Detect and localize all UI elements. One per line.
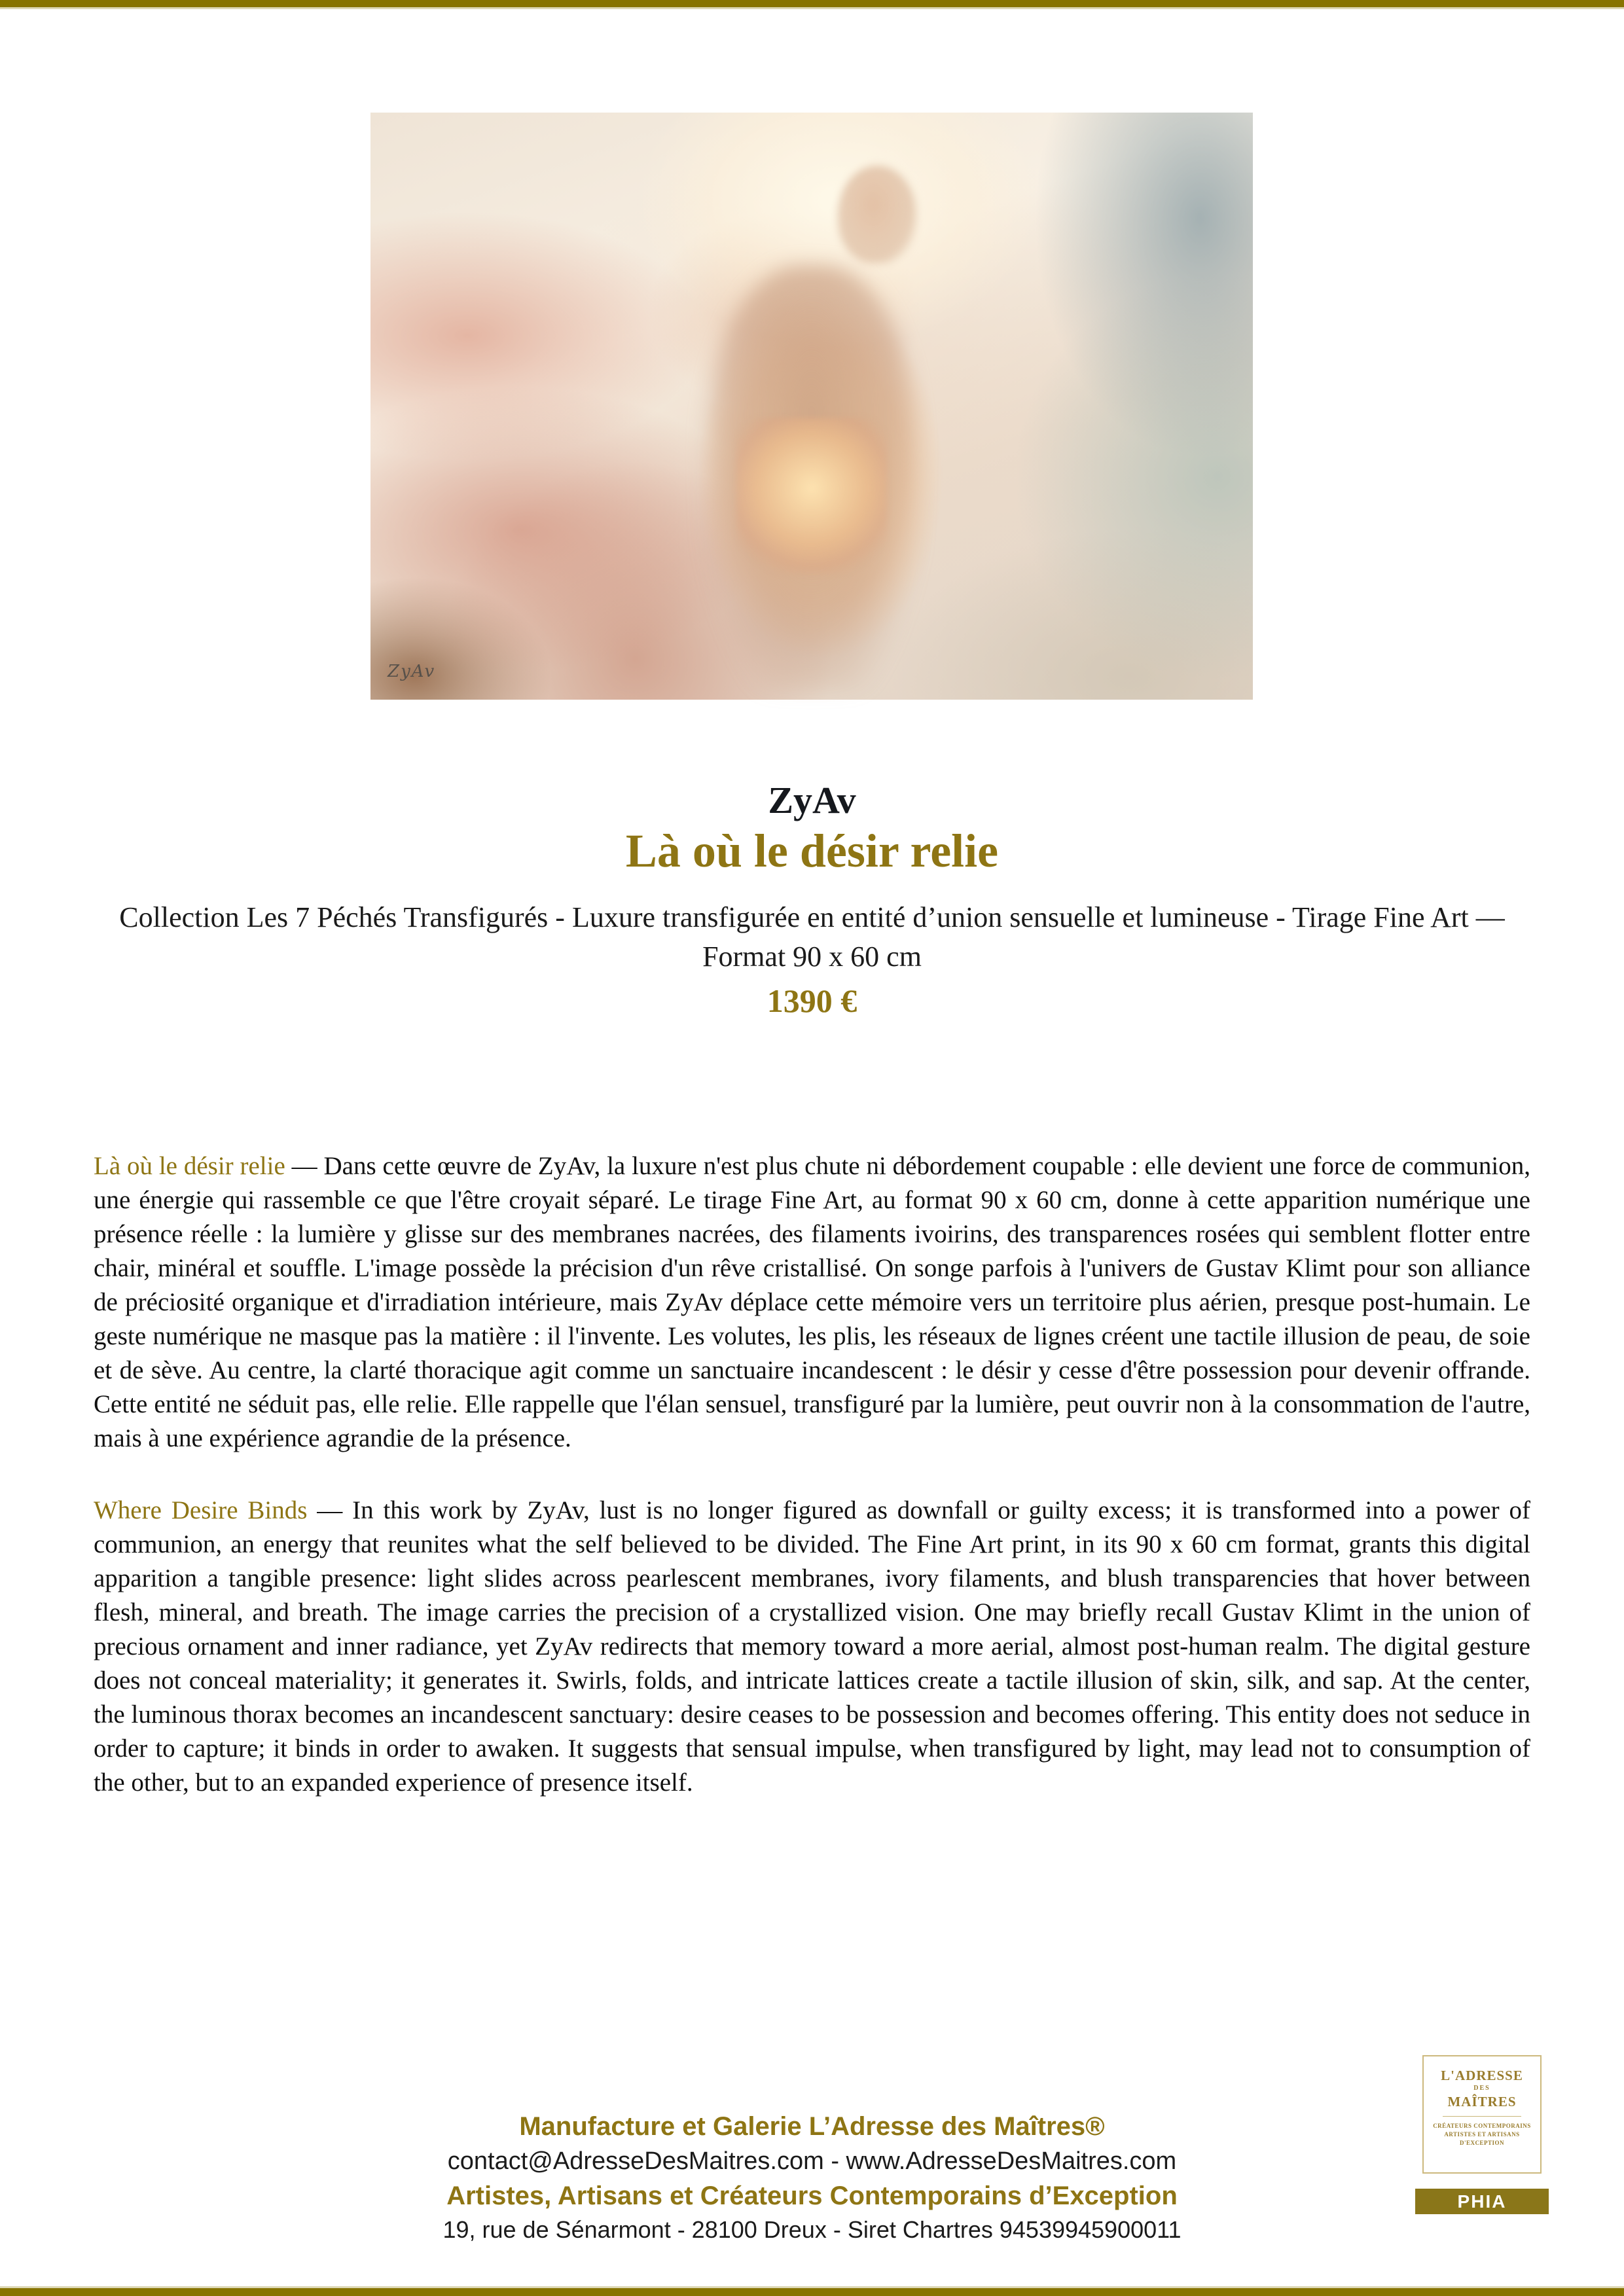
artwork-signature: ZyAv [388, 662, 436, 681]
description-french-body: Dans cette œuvre de ZyAv, la luxure n'est plus chute ni débordement coupable : elle devient une force de communion, une énergie qui rassemble ce que l'être croyait séparé. Le tirage Fine Art, au format 90 x 60 cm, donne à cette apparition numérique une présence réelle : la lumière y glisse sur des membranes nacrées, des filaments ivoirins, des transparences rosées qui semblent flotter entre chair, minéral et souffle. L'image possède la précision d'un rêve cristallisé. On songe parfois à l'univers de Gustav Klimt pour son alliance de préciosité organique et d'irradiation intérieure, mais ZyAv déplace cette mémoire vers un territoire plus aérien, presque post-humain. Le geste numérique ne masque pas la matière : il l'invente. Les volutes, les plis, les réseaux de lignes créent une tactile illusion de peau, de soie et de sève. Au centre, la clarté thoracique agit comme un sanctuaire incandescent : le désir y cesse d'être possession pour devenir offrande. Cette entité ne séduit pas, elle relie. Elle rappelle que l'élan sensuel, transfiguré par la lumière, peut ouvrir non à la consommation de l'autre, mais à une expérience agrandie de la présence. [94, 1152, 1531, 1452]
description-english-lead: Where Desire Binds [94, 1496, 308, 1524]
description-english-separator: — [307, 1496, 353, 1524]
footer-tagline: Artistes, Artisans et Créateurs Contemporains d’Exception [446, 2181, 1178, 2210]
price-label: 1390 € [767, 982, 857, 1019]
artwork-head-shape [838, 166, 916, 264]
footer-gallery-name: Manufacture et Galerie L’Adresse des Maîtres® [519, 2112, 1105, 2141]
artist-name: ZyAv [768, 779, 856, 821]
logo-small-line-3: D'EXCEPTION [1459, 2140, 1504, 2146]
description-english-body: In this work by ZyAv, lust is no longer figured as downfall or guilty excess; it is transformed into a power of communion, an energy that reunites what the self believed to be divided. The Fine Art print, in its 90 x 60 cm format, grants this digital apparition a tangible presence: light slides across pearlescent membranes, ivory filaments, and blush transparencies that hover between flesh, mineral, and breath. The image carries the precision of a crystallized vision. One may briefly recall Gustav Klimt in the union of precious ornament and inner radiance, yet ZyAv redirects that memory toward a more aerial, almost post-human realm. The digital gesture does not conceal materiality; it generates it. Swirls, folds, and intricate lattices create a tactile illusion of skin, silk, and sap. At the center, the luminous thorax becomes an incandescent sanctuary: desire ceases to be possession and becomes offering. This entity does not seduce in order to capture; it binds in order to awaken. It suggests that sensual impulse, when transfigured by light, may lead not to consumption of the other, but to an expanded experience of presence itself. [94, 1496, 1530, 1797]
logo-line-adresse: L'ADRESSE [1441, 2068, 1523, 2083]
description-block [94, 1149, 1530, 1838]
description-french-separator: — [285, 1152, 324, 1180]
logo-line-maitres: MAÎTRES [1447, 2094, 1517, 2109]
description-french-lead: Là où le désir relie [94, 1152, 285, 1180]
logo-divider [1443, 2116, 1521, 2117]
footer-contact-line: contact@AdresseDesMaitres.com - www.AdresseDesMaitres.com [447, 2147, 1177, 2175]
artwork-image [370, 113, 1253, 700]
logo-small-line-2: ARTISTES ET ARTISANS [1444, 2131, 1520, 2138]
gallery-logo [1422, 2055, 1542, 2174]
description-french [94, 1149, 1530, 1456]
logo-line-des: DES [1473, 2085, 1490, 2092]
footer-address-line: 19, rue de Sénarmont - 28100 Dreux - Siret Chartres 94539945900011 [442, 2216, 1182, 2243]
top-border-band [0, 0, 1624, 9]
artwork-heart-glow [736, 418, 887, 575]
footer [0, 2109, 1624, 2246]
description-english [94, 1494, 1530, 1800]
artwork-subtitle: Collection Les 7 Péchés Transfigurés - Luxure transfigurée en entité d’union sensuelle et lumineuse - Tirage Fine Art — Format 90 x 60 cm [119, 901, 1505, 973]
artwork-title: Là où le désir relie [625, 825, 999, 877]
logo-small-line-1: CRÉATEURS CONTEMPORAINS [1433, 2123, 1531, 2129]
phia-badge: PHIA [1415, 2189, 1549, 2214]
bottom-border-band [0, 2286, 1624, 2296]
